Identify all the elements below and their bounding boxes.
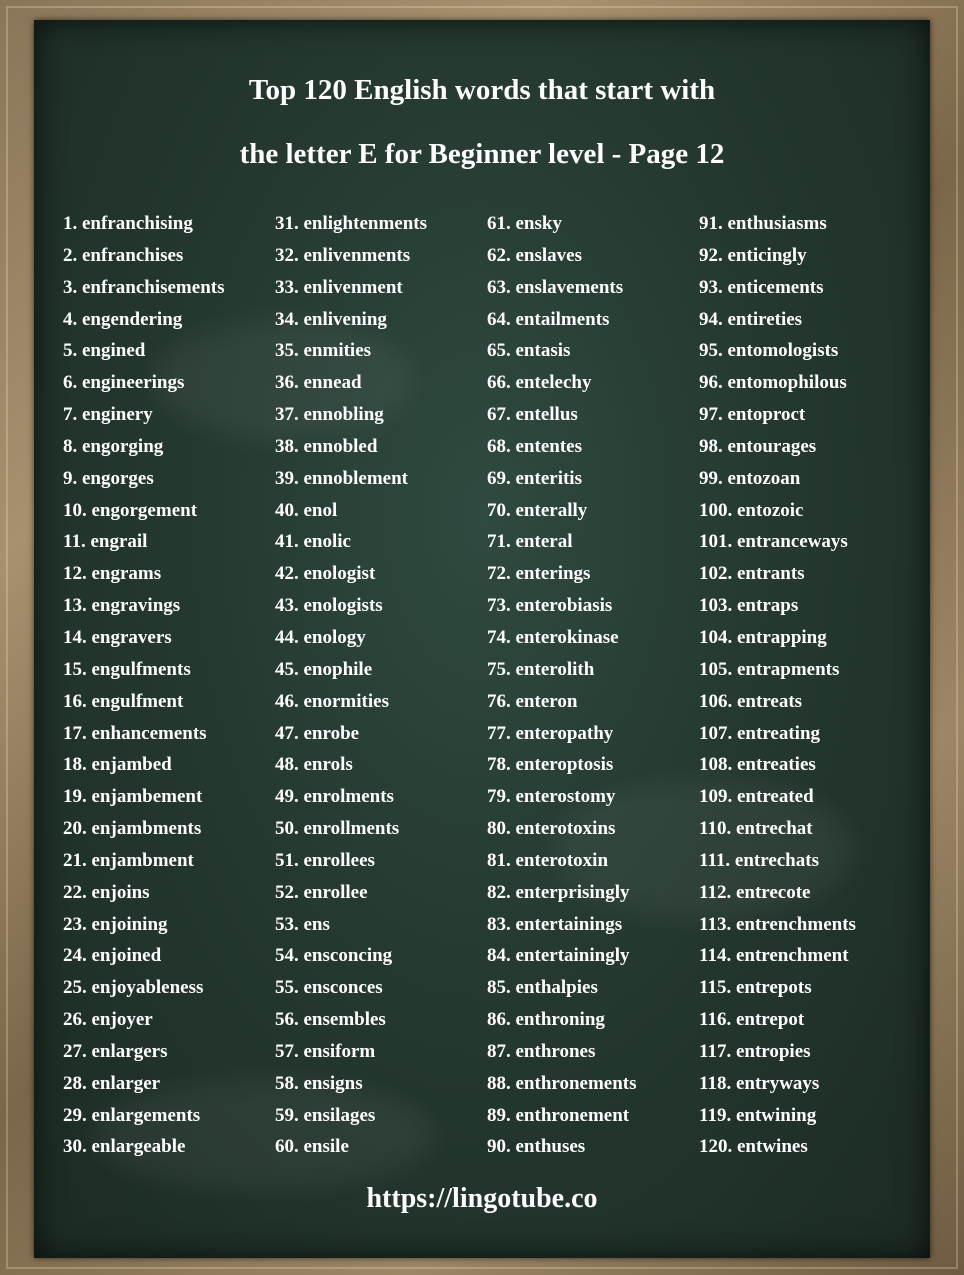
word-list-item: 50. enrollments <box>275 818 400 840</box>
word-list-item: 98. entourages <box>699 435 817 457</box>
word-list-item: 51. enrollees <box>275 849 375 871</box>
word-list-item: 81. enterotoxin <box>487 849 609 871</box>
word-list-item: 24. enjoined <box>63 945 162 967</box>
word-column-4 <box>699 208 856 1163</box>
word-list-item: 48. enrols <box>275 754 353 776</box>
word-list-item: 71. enteral <box>487 531 573 553</box>
word-list-item: 94. entireties <box>699 308 803 330</box>
word-list-item: 14. engravers <box>63 626 172 648</box>
word-list-item: 116. entrepot <box>699 1009 805 1031</box>
word-list-item: 107. entreating <box>699 722 821 744</box>
word-list-item: 75. enterolith <box>487 658 595 680</box>
word-list-item: 89. enthronement <box>487 1104 630 1126</box>
word-list-item: 23. enjoining <box>63 913 168 935</box>
word-list-item: 118. entryways <box>699 1072 820 1094</box>
word-list-item: 115. entrepots <box>699 977 812 999</box>
word-column-3 <box>487 208 637 1163</box>
word-list-item: 40. enol <box>275 499 338 521</box>
word-list-item: 55. ensconces <box>275 977 383 999</box>
word-list-item: 3. enfranchisements <box>63 276 225 298</box>
word-list-item: 35. enmities <box>275 340 372 362</box>
word-list-item: 66. entelechy <box>487 372 592 394</box>
word-list-item: 109. entreated <box>699 786 814 808</box>
word-list-item: 7. enginery <box>63 404 153 426</box>
word-list-item: 32. enlivenments <box>275 244 411 266</box>
word-list-item: 79. enterostomy <box>487 786 616 808</box>
word-list-item: 44. enology <box>275 626 366 648</box>
word-list-item: 77. enteropathy <box>487 722 614 744</box>
word-list-item: 45. enophile <box>275 658 373 680</box>
word-list-item: 53. ens <box>275 913 330 935</box>
word-list-item: 65. entasis <box>487 340 571 362</box>
word-list-item: 72. enterings <box>487 563 591 585</box>
word-list-item: 64. entailments <box>487 308 610 330</box>
word-list-item: 96. entomophilous <box>699 372 847 394</box>
word-list-item: 57. ensiform <box>275 1040 376 1062</box>
word-list-item: 42. enologist <box>275 563 376 585</box>
word-list-item: 97. entoproct <box>699 404 806 426</box>
word-list-item: 111. entrechats <box>699 849 819 871</box>
word-list-item: 58. ensigns <box>275 1072 363 1094</box>
word-list-item: 22. enjoins <box>63 881 150 903</box>
word-list-item: 84. entertainingly <box>487 945 630 967</box>
word-list-item: 59. ensilages <box>275 1104 376 1126</box>
word-list-item: 28. enlarger <box>63 1072 161 1094</box>
word-list-item: 67. entellus <box>487 404 578 426</box>
word-list-item: 29. enlargements <box>63 1104 201 1126</box>
word-list-item: 47. enrobe <box>275 722 360 744</box>
word-list-item: 100. entozoic <box>699 499 804 521</box>
word-list-item: 16. engulfment <box>63 690 184 712</box>
word-list-item: 34. enlivening <box>275 308 387 330</box>
word-list-item: 43. enologists <box>275 595 383 617</box>
word-list-item: 19. enjambement <box>63 786 203 808</box>
word-list-item: 60. ensile <box>275 1136 349 1158</box>
word-list-item: 63. enslavements <box>487 276 624 298</box>
word-list-item: 110. entrechat <box>699 818 813 840</box>
word-list-item: 41. enolic <box>275 531 351 553</box>
word-list-item: 10. engorgement <box>63 499 198 521</box>
word-list-item: 61. ensky <box>487 213 562 234</box>
word-list-item: 30. enlargeable <box>63 1136 186 1158</box>
word-list-item: 76. enteron <box>487 690 578 712</box>
word-list-item: 113. entrenchments <box>699 913 856 935</box>
word-list-item: 46. enormities <box>275 690 389 712</box>
word-list-item: 101. entranceways <box>699 531 848 553</box>
word-list-item: 1. enfranchising <box>63 213 193 234</box>
word-list-item: 85. enthalpies <box>487 977 598 999</box>
word-list-item: 102. entrants <box>699 563 805 585</box>
page-title-line-2: the letter E for Beginner level - Page 12 <box>239 138 725 170</box>
word-list-item: 39. ennoblement <box>275 467 408 489</box>
word-list-item: 88. enthronements <box>487 1072 637 1094</box>
word-list-item: 26. enjoyer <box>63 1009 153 1031</box>
word-column-2 <box>275 208 427 1163</box>
word-list-item: 87. enthrones <box>487 1040 596 1062</box>
word-list-item: 8. engorging <box>63 435 164 457</box>
word-list-item: 74. enterokinase <box>487 626 619 648</box>
word-list-item: 104. entrapping <box>699 626 827 648</box>
word-list-item: 52. enrollee <box>275 881 368 903</box>
word-list-item: 4. engendering <box>63 308 183 330</box>
word-list-item: 106. entreats <box>699 690 803 712</box>
word-list-item: 86. enthroning <box>487 1009 605 1031</box>
word-list-item: 11. engrail <box>63 531 148 553</box>
word-list-item: 21. enjambment <box>63 849 194 871</box>
word-list-item: 82. enterprisingly <box>487 881 630 903</box>
word-list-item: 68. ententes <box>487 435 582 457</box>
word-list-item: 120. entwines <box>699 1136 808 1158</box>
word-list-item: 49. enrolments <box>275 786 394 808</box>
word-list-item: 13. engravings <box>63 595 181 617</box>
word-list-item: 33. enlivenment <box>275 276 403 298</box>
word-list-item: 117. entropies <box>699 1040 811 1062</box>
word-list-item: 93. enticements <box>699 276 824 298</box>
word-list-item: 78. enteroptosis <box>487 754 614 776</box>
word-list-item: 17. enhancements <box>63 722 207 744</box>
word-list-item: 80. enterotoxins <box>487 818 616 840</box>
word-list-item: 83. entertainings <box>487 913 623 935</box>
word-list-item: 105. entrapments <box>699 658 840 680</box>
footer-url: https://lingotube.co <box>366 1183 598 1214</box>
word-list-item: 25. enjoyableness <box>63 977 204 999</box>
word-list-item: 15. engulfments <box>63 658 191 680</box>
word-list-item: 73. enterobiasis <box>487 595 613 617</box>
word-list-item: 56. ensembles <box>275 1009 386 1031</box>
word-list-item: 119. entwining <box>699 1104 817 1126</box>
word-list-item: 31. enlightenments <box>275 213 427 234</box>
word-list-item: 38. ennobled <box>275 435 378 457</box>
word-list-item: 37. ennobling <box>275 404 384 426</box>
word-list-item: 36. ennead <box>275 372 362 394</box>
word-list-item: 12. engrams <box>63 563 162 585</box>
word-column-1 <box>63 208 224 1163</box>
page-title-line-1: Top 120 English words that start with <box>248 74 716 106</box>
word-list-item: 112. entrecote <box>699 881 811 903</box>
word-list-item: 6. engineerings <box>63 372 185 394</box>
word-list-item: 9. engorges <box>63 467 154 489</box>
word-list-item: 114. entrenchment <box>699 945 849 967</box>
word-list-item: 69. enteritis <box>487 467 582 489</box>
word-list-item: 54. ensconcing <box>275 945 393 967</box>
word-list-item: 108. entreaties <box>699 754 816 776</box>
word-list-item: 70. enterally <box>487 499 588 521</box>
word-list-item: 92. enticingly <box>699 244 807 266</box>
word-list-item: 2. enfranchises <box>63 244 184 266</box>
word-list-item: 62. enslaves <box>487 244 582 266</box>
word-list-item: 18. enjambed <box>63 754 172 776</box>
word-list-item: 95. entomologists <box>699 340 839 362</box>
word-list-item: 99. entozoan <box>699 467 801 489</box>
word-list-item: 91. enthusiasms <box>699 213 827 234</box>
word-list-item: 5. engined <box>63 340 146 362</box>
word-list-item: 20. enjambments <box>63 818 202 840</box>
word-list-item: 90. enthuses <box>487 1136 586 1158</box>
word-list-item: 103. entraps <box>699 595 799 617</box>
word-list-item: 27. enlargers <box>63 1040 168 1062</box>
